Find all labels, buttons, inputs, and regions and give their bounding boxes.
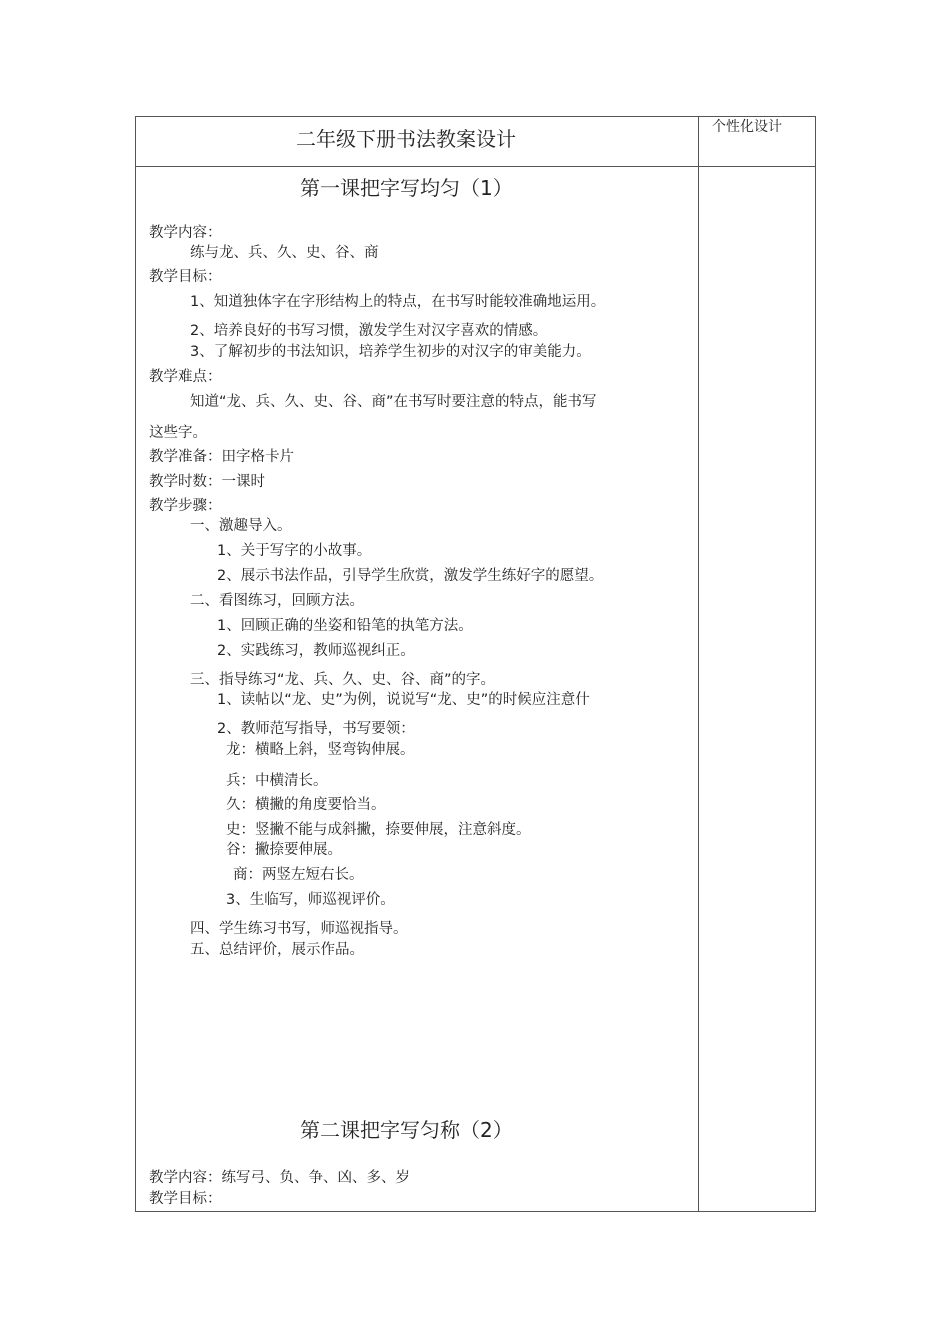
teaching-hours: 教学时数：一课时 bbox=[149, 474, 265, 490]
lesson2-title: 第二课把字写匀称（2） bbox=[300, 1118, 513, 1142]
stroke-tip: 久：横撇的角度要恰当。 bbox=[226, 797, 386, 813]
content-text: 练与龙、兵、久、史、谷、商 bbox=[190, 245, 379, 261]
stroke-tip: 谷：撇捺要伸展。 bbox=[226, 842, 342, 858]
column-divider bbox=[698, 116, 699, 1212]
difficulty-text: 知道“龙、兵、久、史、谷、商”在书写时要注意的特点，能书写 bbox=[190, 394, 597, 410]
lesson-plan-table bbox=[135, 116, 816, 1212]
step-heading: 二、看图练习，回顾方法。 bbox=[190, 593, 364, 609]
step-item: 3、生临写，师巡视评价。 bbox=[226, 892, 395, 908]
side-column-title: 个性化设计 bbox=[712, 119, 782, 135]
document-title: 二年级下册书法教案设计 bbox=[296, 127, 516, 151]
lesson2-goal-label: 教学目标： bbox=[149, 1191, 222, 1207]
preparation: 教学准备：田字格卡片 bbox=[149, 449, 294, 465]
stroke-tip: 史：竖撇不能与成斜撇，捺要伸展，注意斜度。 bbox=[226, 822, 531, 838]
stroke-tip: 兵：中横清长。 bbox=[226, 773, 328, 789]
goal-item: 2、培养良好的书写习惯，激发学生对汉字喜欢的情感。 bbox=[190, 323, 548, 339]
goal-item: 3、了解初步的书法知识，培养学生初步的对汉字的审美能力。 bbox=[190, 344, 591, 360]
step-heading: 四、学生练习书写，师巡视指导。 bbox=[190, 921, 408, 937]
goal-label: 教学目标： bbox=[149, 269, 222, 285]
step-heading: 三、指导练习“龙、兵、久、史、谷、商”的字。 bbox=[190, 672, 496, 688]
step-heading: 一、激趣导入。 bbox=[190, 518, 292, 534]
goal-item: 1、知道独体字在字形结构上的特点，在书写时能较准确地运用。 bbox=[190, 294, 606, 310]
difficulty-label: 教学难点： bbox=[149, 369, 222, 385]
step-item: 2、展示书法作品，引导学生欣赏，激发学生练好字的愿望。 bbox=[217, 568, 604, 584]
lesson1-title: 第一课把字写均匀（1） bbox=[300, 176, 513, 200]
difficulty-text-continued: 这些字。 bbox=[149, 425, 207, 441]
steps-label: 教学步骤： bbox=[149, 498, 222, 514]
step-heading: 五、总结评价，展示作品。 bbox=[190, 942, 364, 958]
lesson2-content: 教学内容：练写弓、负、争、凶、多、岁 bbox=[149, 1170, 410, 1186]
step-item: 2、教师范写指导，书写要领： bbox=[217, 721, 415, 737]
step-item: 1、读帖以“龙、史”为例，说说写“龙、史”的时候应注意什 bbox=[217, 692, 590, 708]
content-label: 教学内容： bbox=[149, 225, 222, 241]
step-item: 1、回顾正确的坐姿和铅笔的执笔方法。 bbox=[217, 618, 473, 634]
step-item: 2、实践练习，教师巡视纠正。 bbox=[217, 643, 415, 659]
stroke-tip: 龙：横略上斜，竖弯钩伸展。 bbox=[226, 742, 415, 758]
step-item: 1、关于写字的小故事。 bbox=[217, 543, 372, 559]
stroke-tip: 商：两竖左短右长。 bbox=[233, 867, 364, 883]
header-divider bbox=[135, 166, 816, 167]
